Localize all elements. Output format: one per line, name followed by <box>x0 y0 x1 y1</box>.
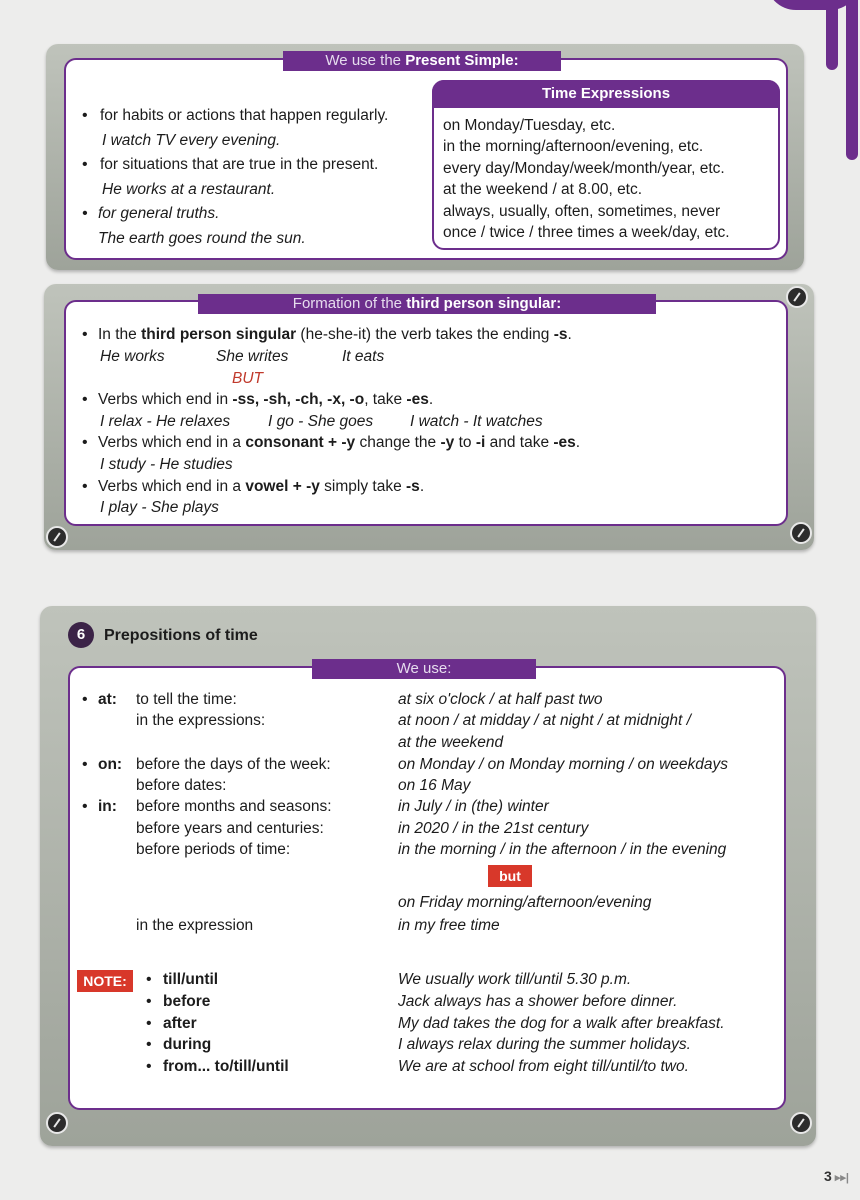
use-1-example: I watch TV every evening. <box>102 132 281 149</box>
prep-example: on Friday morning/afternoon/evening <box>398 894 652 911</box>
bullet-icon: • <box>82 756 88 773</box>
bullet-icon: • <box>82 478 88 495</box>
bullet-icon: • <box>146 1015 152 1032</box>
prep-example: in July / in (the) winter <box>398 798 549 815</box>
bullet-icon: • <box>146 1058 152 1075</box>
prep-use: before periods of time: <box>136 841 291 858</box>
use-3-example: The earth goes round the sun. <box>98 230 306 247</box>
but-label: BUT <box>232 370 263 387</box>
bullet-icon: • <box>146 993 152 1010</box>
note-example: Jack always has a shower before dinner. <box>398 993 678 1010</box>
note-example: We usually work till/until 5.30 p.m. <box>398 971 632 988</box>
banner-bold-text: Present Simple: <box>405 52 519 69</box>
rule-3: Verbs which end in a consonant + -y change the -y to -i and take -es. <box>98 434 581 451</box>
banner-bold-text: third person singular: <box>406 295 562 312</box>
example: She writes <box>216 348 289 365</box>
note-badge: NOTE: <box>77 970 133 992</box>
time-expression: always, usually, often, sometimes, never <box>443 203 721 220</box>
screw-icon <box>786 286 808 308</box>
time-expression: on Monday/Tuesday, etc. <box>443 117 616 134</box>
expression-label: in the expression <box>136 917 254 934</box>
prep-word: in: <box>98 798 117 815</box>
screw-icon <box>46 1112 68 1134</box>
note-word: after <box>163 1015 197 1032</box>
bullet-icon: • <box>82 156 88 173</box>
prep-example: in the morning / in the afternoon / in the evening <box>398 841 727 858</box>
note-word: till/until <box>163 971 219 988</box>
rule-2: Verbs which end in -ss, -sh, -ch, -x, -o, take -es. <box>98 391 434 408</box>
prep-use: before dates: <box>136 777 227 794</box>
present-simple-banner <box>283 51 561 71</box>
decorative-drip <box>826 0 860 165</box>
prep-example: on 16 May <box>398 777 471 794</box>
section-number: 6 <box>68 622 94 648</box>
bullet-icon: • <box>82 107 88 124</box>
prep-word: at: <box>98 691 117 708</box>
bullet-icon: • <box>82 798 88 815</box>
example: I watch - It watches <box>410 413 543 430</box>
prep-use: before the days of the week: <box>136 756 331 773</box>
use-3-text: for general truths. <box>98 205 220 222</box>
prep-example: at the weekend <box>398 734 504 751</box>
page-number: 3 ▸▸| <box>824 1168 849 1184</box>
time-expressions-title: Time Expressions <box>432 80 780 108</box>
time-expression: at the weekend / at 8.00, etc. <box>443 181 643 198</box>
use-1-text: for habits or actions that happen regularly. <box>100 107 389 124</box>
note-example: My dad takes the dog for a walk after breakfast. <box>398 1015 725 1032</box>
time-expression: in the morning/afternoon/evening, etc. <box>443 138 704 155</box>
time-expression: once / twice / three times a week/day, etc. <box>443 224 730 241</box>
time-expression: every day/Monday/week/month/year, etc. <box>443 160 725 177</box>
prep-use: before months and seasons: <box>136 798 332 815</box>
example: I study - He studies <box>100 456 233 473</box>
note-example: I always relax during the summer holidays. <box>398 1036 691 1053</box>
rule-1: In the third person singular (he-she-it) the verb takes the ending -s. <box>98 326 572 343</box>
prep-example: in 2020 / in the 21st century <box>398 820 589 837</box>
screw-icon <box>46 526 68 548</box>
example: I play - She plays <box>100 499 219 516</box>
prep-use: to tell the time: <box>136 691 237 708</box>
bullet-icon: • <box>82 434 88 451</box>
use-2-example: He works at a restaurant. <box>102 181 276 198</box>
third-person-banner <box>198 294 656 314</box>
example: It eats <box>342 348 385 365</box>
section-title: Prepositions of time <box>104 627 258 644</box>
prep-example: at noon / at midday / at night / at midnight / <box>398 712 691 729</box>
example: He works <box>100 348 165 365</box>
banner-plain-text: We use the <box>325 52 406 69</box>
prep-example: in my free time <box>398 917 500 934</box>
rule-4: Verbs which end in a vowel + -y simply take -s. <box>98 478 425 495</box>
example: I go - She goes <box>268 413 374 430</box>
prepositions-banner: We use: <box>312 659 536 679</box>
bullet-icon: • <box>82 205 88 222</box>
prep-example: on Monday / on Monday morning / on weekdays <box>398 756 728 773</box>
screw-icon <box>790 522 812 544</box>
bullet-icon: • <box>82 326 88 343</box>
example: I relax - He relaxes <box>100 413 231 430</box>
prep-example: at six o'clock / at half past two <box>398 691 603 708</box>
use-2-text: for situations that are true in the present. <box>100 156 379 173</box>
prep-use: before years and centuries: <box>136 820 324 837</box>
note-word: before <box>163 993 211 1010</box>
note-word: during <box>163 1036 212 1053</box>
screw-icon <box>790 1112 812 1134</box>
note-word: from... to/till/until <box>163 1058 289 1075</box>
prep-word: on: <box>98 756 123 773</box>
note-example: We are at school from eight till/until/to two. <box>398 1058 689 1075</box>
bullet-icon: • <box>82 691 88 708</box>
bullet-icon: • <box>146 971 152 988</box>
but-badge: but <box>488 865 532 887</box>
prep-use: in the expressions: <box>136 712 266 729</box>
bullet-icon: • <box>82 391 88 408</box>
bullet-icon: • <box>146 1036 152 1053</box>
banner-plain-text: Formation of the <box>292 295 407 312</box>
